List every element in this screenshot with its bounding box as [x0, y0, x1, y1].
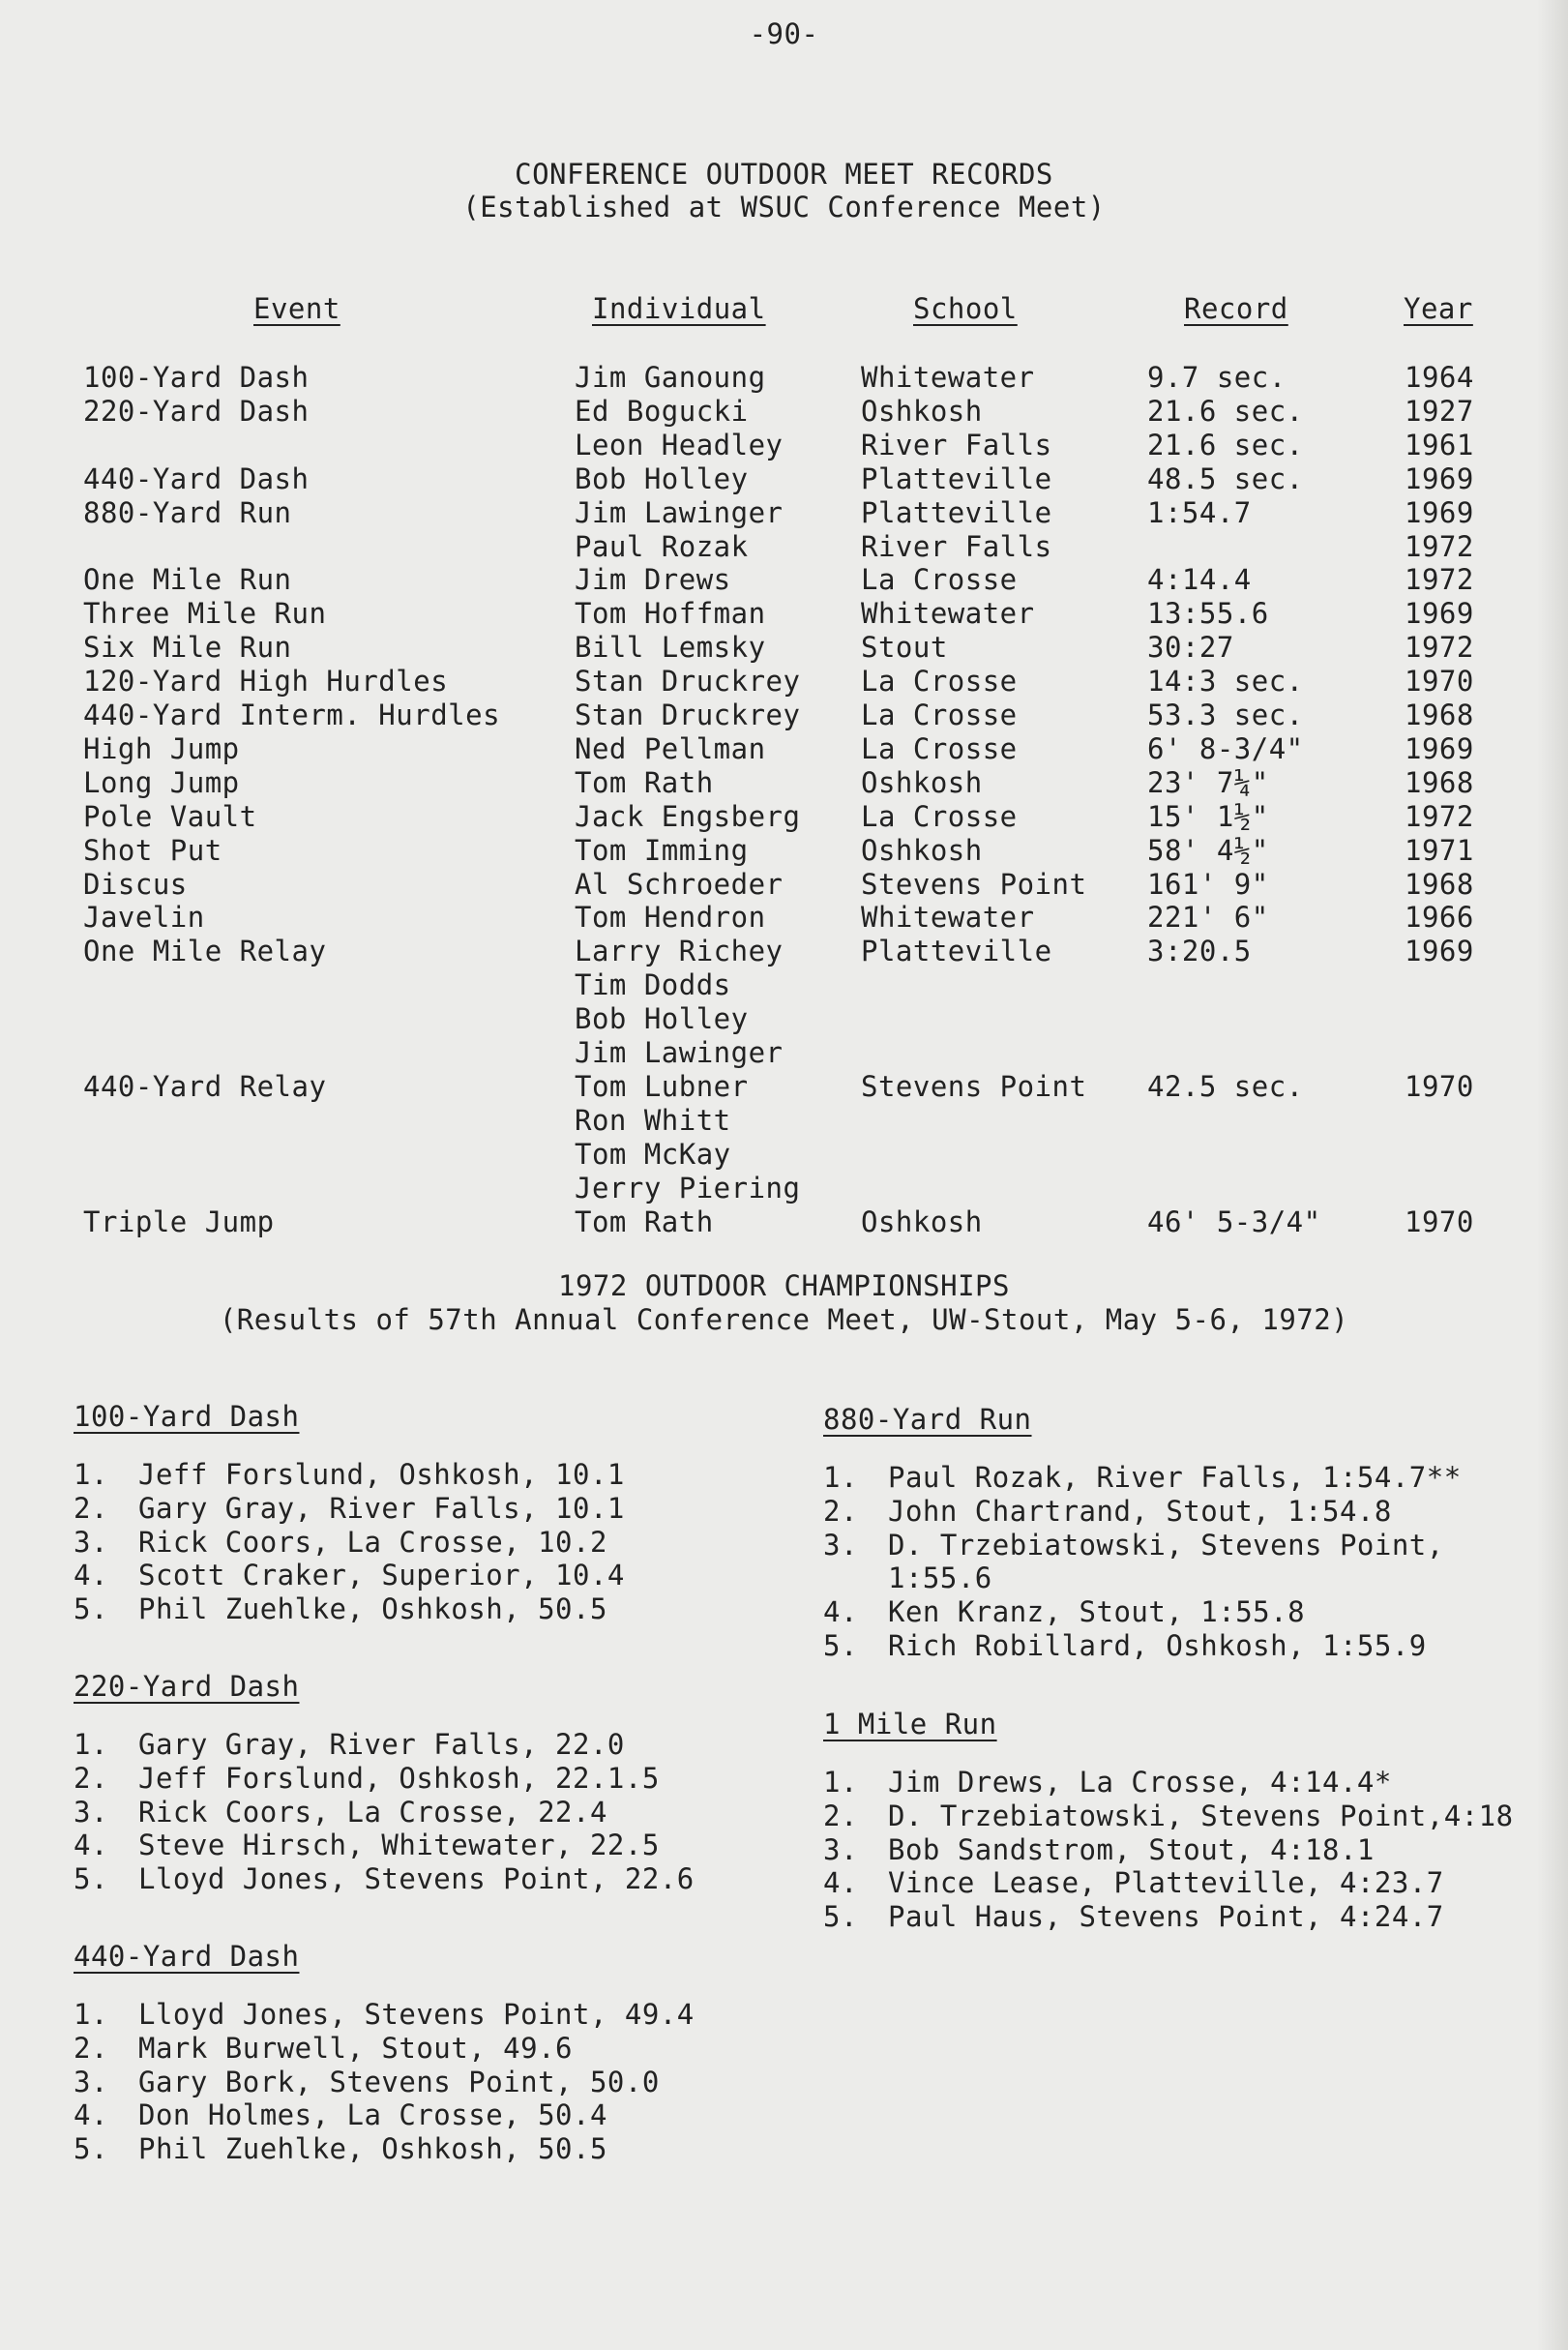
record-year: 1969 [1405, 495, 1474, 529]
place-number: 3. [823, 1832, 858, 1866]
place-number: 2. [74, 2031, 108, 2065]
place-number: 4. [74, 1559, 108, 1592]
record-event: Pole Vault [83, 799, 257, 833]
result-text: Jeff Forslund, Oshkosh, 22.1.5 [138, 1761, 660, 1795]
result-text: Lloyd Jones, Stevens Point, 22.6 [138, 1862, 695, 1896]
record-value: 30:27 [1147, 631, 1234, 665]
result-line [74, 1458, 625, 1492]
result-line [823, 1529, 1444, 1562]
record-school: Oshkosh [861, 394, 983, 428]
place-number: 4. [74, 1829, 108, 1862]
result-text: Paul Rozak, River Falls, 1:54.7** [888, 1461, 1462, 1494]
place-number: 3. [74, 2065, 108, 2098]
record-individual: Jim Ganoung [575, 361, 766, 394]
record-individual: Larry Richey [575, 935, 784, 968]
event-heading: 220-Yard Dash [74, 1670, 300, 1703]
header-individual: Individual [592, 292, 766, 325]
place-number: 4. [823, 1595, 858, 1629]
result-text: Gary Gray, River Falls, 22.0 [138, 1728, 625, 1761]
place-number: 3. [74, 1795, 108, 1829]
result-line [823, 1900, 1444, 1934]
record-year: 1970 [1405, 665, 1474, 699]
result-line [74, 1526, 607, 1560]
result-text: Lloyd Jones, Stevens Point, 49.4 [138, 1998, 695, 2031]
record-individual: Jerry Piering [575, 1171, 801, 1205]
result-text: Don Holmes, La Crosse, 50.4 [138, 2098, 607, 2132]
result-text: Gary Bork, Stevens Point, 50.0 [138, 2065, 660, 2098]
result-line [823, 1562, 992, 1595]
record-individual: Al Schroeder [575, 867, 784, 901]
result-text: Paul Haus, Stevens Point, 4:24.7 [888, 1900, 1444, 1934]
record-individual: Ron Whitt [575, 1103, 731, 1137]
place-number: 5. [74, 1592, 108, 1626]
record-individual: Tom McKay [575, 1137, 731, 1171]
record-year: 1969 [1405, 461, 1474, 495]
result-line [823, 1800, 1514, 1833]
records-subtitle: (Established at WSUC Conference Meet) [462, 191, 1106, 223]
record-individual: Jack Engsberg [575, 799, 801, 833]
record-individual: Ed Bogucki [575, 394, 749, 428]
record-year: 1970 [1405, 1069, 1474, 1103]
championships-title: 1972 OUTDOOR CHAMPIONSHIPS [558, 1269, 1010, 1302]
record-school: Whitewater [861, 597, 1035, 631]
record-event: High Jump [83, 731, 240, 765]
record-value: 221' 6" [1147, 901, 1269, 935]
record-individual: Jim Lawinger [575, 1036, 784, 1069]
record-value: 48.5 sec. [1147, 461, 1304, 495]
record-individual: Tom Hoffman [575, 597, 766, 631]
result-line [74, 1762, 660, 1796]
result-text: Jim Drews, La Crosse, 4:14.4* [888, 1766, 1392, 1799]
record-individual: Stan Druckrey [575, 699, 801, 731]
record-value: 53.3 sec. [1147, 699, 1304, 731]
result-text: Steve Hirsch, Whitewater, 22.5 [138, 1829, 660, 1862]
page-edge-shadow [1537, 0, 1568, 2350]
record-year: 1969 [1405, 935, 1474, 968]
result-line [823, 1461, 1462, 1495]
result-line [823, 1495, 1392, 1529]
result-line [74, 2098, 607, 2132]
result-line [823, 1595, 1305, 1629]
result-text: Vince Lease, Platteville, 4:23.7 [888, 1866, 1444, 1900]
record-value: 13:55.6 [1147, 597, 1269, 631]
result-line [74, 2132, 607, 2166]
result-line [74, 1492, 625, 1526]
result-text: Bob Sandstrom, Stout, 4:18.1 [888, 1832, 1375, 1866]
record-year: 1964 [1405, 361, 1474, 394]
header-event: Event [253, 292, 340, 325]
record-individual: Tom Rath [575, 765, 714, 799]
record-year: 1961 [1405, 428, 1474, 461]
record-value: 15' 1½" [1147, 799, 1269, 833]
result-line [74, 1559, 625, 1592]
record-school: La Crosse [861, 699, 1018, 731]
place-number: 2. [823, 1799, 858, 1832]
record-value: 3:20.5 [1147, 935, 1252, 968]
record-event: 880-Yard Run [83, 495, 292, 529]
record-individual: Ned Pellman [575, 731, 766, 765]
record-value: 21.6 sec. [1147, 428, 1304, 461]
result-text: Ken Kranz, Stout, 1:55.8 [888, 1595, 1306, 1629]
record-year: 1972 [1405, 631, 1474, 665]
result-line [823, 1629, 1427, 1663]
event-heading: 880-Yard Run [823, 1403, 1032, 1436]
record-event: Long Jump [83, 765, 240, 799]
record-value: 1:54.7 [1147, 495, 1252, 529]
record-event: 100-Yard Dash [83, 361, 310, 394]
record-school: Stevens Point [861, 1069, 1087, 1103]
record-school: Platteville [861, 495, 1052, 529]
place-number: 5. [74, 2132, 108, 2166]
record-individual: Paul Rozak [575, 529, 749, 563]
record-individual: Bob Holley [575, 1002, 749, 1036]
place-number: 1. [74, 1998, 108, 2031]
record-value: 9.7 sec. [1147, 361, 1287, 394]
place-number: 4. [823, 1866, 858, 1900]
result-line [74, 1998, 695, 2032]
result-line [823, 1766, 1392, 1800]
place-number: 4. [74, 2098, 108, 2132]
record-year: 1966 [1405, 901, 1474, 935]
record-school: Whitewater [861, 901, 1035, 935]
result-line [74, 2066, 660, 2099]
record-school: Whitewater [861, 361, 1035, 394]
record-event: 440-Yard Relay [83, 1069, 327, 1103]
record-event: 220-Yard Dash [83, 394, 310, 428]
record-school: Oshkosh [861, 1205, 983, 1238]
header-school: School [913, 292, 1018, 325]
record-value: 23' 7¼" [1147, 765, 1269, 799]
result-text: Rich Robillard, Oshkosh, 1:55.9 [888, 1629, 1427, 1662]
record-year: 1968 [1405, 765, 1474, 799]
record-school: Stout [861, 631, 948, 665]
record-value: 161' 9" [1147, 867, 1269, 901]
result-text: Jeff Forslund, Oshkosh, 10.1 [138, 1458, 625, 1491]
record-school: Platteville [861, 935, 1052, 968]
record-year: 1972 [1405, 529, 1474, 563]
result-text: John Chartrand, Stout, 1:54.8 [888, 1494, 1392, 1528]
result-text: Rick Coors, La Crosse, 22.4 [138, 1795, 607, 1829]
record-individual: Stan Druckrey [575, 665, 801, 699]
place-number: 2. [74, 1491, 108, 1525]
page-number: -90- [749, 17, 819, 50]
record-event: Six Mile Run [83, 631, 292, 665]
record-event: 440-Yard Interm. Hurdles [83, 699, 501, 731]
record-value: 46' 5-3/4" [1147, 1205, 1321, 1238]
event-heading: 1 Mile Run [823, 1708, 997, 1740]
record-school: La Crosse [861, 731, 1018, 765]
result-text: Rick Coors, La Crosse, 10.2 [138, 1525, 607, 1559]
record-school: Oshkosh [861, 765, 983, 799]
place-number: 2. [823, 1494, 858, 1528]
record-school: River Falls [861, 428, 1052, 461]
event-heading: 440-Yard Dash [74, 1940, 300, 1973]
record-year: 1927 [1405, 394, 1474, 428]
record-school: La Crosse [861, 799, 1018, 833]
record-value: 6' 8-3/4" [1147, 731, 1304, 765]
place-number: 5. [823, 1629, 858, 1662]
record-event: 120-Yard High Hurdles [83, 665, 449, 699]
record-event: Three Mile Run [83, 597, 327, 631]
record-individual: Jim Lawinger [575, 495, 784, 529]
record-individual: Bill Lemsky [575, 631, 766, 665]
record-event: One Mile Relay [83, 935, 327, 968]
record-school: Oshkosh [861, 833, 983, 867]
record-individual: Tom Lubner [575, 1069, 749, 1103]
record-year: 1968 [1405, 699, 1474, 731]
record-school: La Crosse [861, 665, 1018, 699]
result-line [74, 1829, 660, 1862]
place-number: 1. [823, 1766, 858, 1799]
result-line [74, 2032, 573, 2066]
result-line [74, 1862, 695, 1896]
result-line [74, 1796, 607, 1829]
place-number: 3. [74, 1525, 108, 1559]
place-number: 1. [74, 1458, 108, 1491]
record-individual: Tom Imming [575, 833, 749, 867]
record-year: 1972 [1405, 799, 1474, 833]
result-text: D. Trzebiatowski, Stevens Point, [888, 1528, 1444, 1562]
place-number: 2. [74, 1761, 108, 1795]
record-value: 14:3 sec. [1147, 665, 1304, 699]
record-individual: Tom Rath [575, 1205, 714, 1238]
place-number: 1. [74, 1728, 108, 1761]
header-record: Record [1184, 292, 1288, 325]
record-year: 1972 [1405, 563, 1474, 597]
record-value: 58' 4½" [1147, 833, 1269, 867]
result-line [823, 1833, 1375, 1867]
record-value: 4:14.4 [1147, 563, 1252, 597]
record-event: Javelin [83, 901, 205, 935]
record-individual: Bob Holley [575, 461, 749, 495]
record-school: La Crosse [861, 563, 1018, 597]
record-school: Stevens Point [861, 867, 1087, 901]
result-text: Gary Gray, River Falls, 10.1 [138, 1491, 625, 1525]
record-school: Platteville [861, 461, 1052, 495]
place-number: 1. [823, 1461, 858, 1494]
record-event: Shot Put [83, 833, 222, 867]
result-text: Phil Zuehlke, Oshkosh, 50.5 [138, 2132, 607, 2166]
place-number: 3. [823, 1528, 858, 1562]
records-title: CONFERENCE OUTDOOR MEET RECORDS [515, 158, 1053, 191]
record-year: 1969 [1405, 597, 1474, 631]
header-year: Year [1404, 292, 1473, 325]
record-value: 42.5 sec. [1147, 1069, 1304, 1103]
result-text: Phil Zuehlke, Oshkosh, 50.5 [138, 1592, 607, 1626]
result-line [823, 1866, 1444, 1900]
record-year: 1968 [1405, 867, 1474, 901]
record-event: One Mile Run [83, 563, 292, 597]
record-individual: Jim Drews [575, 563, 731, 597]
record-year: 1969 [1405, 731, 1474, 765]
place-number: 5. [74, 1862, 108, 1896]
record-event: Triple Jump [83, 1205, 275, 1238]
result-line [74, 1592, 607, 1626]
result-text: Mark Burwell, Stout, 49.6 [138, 2031, 573, 2065]
result-text: 1:55.6 [888, 1562, 992, 1595]
result-line [74, 1728, 625, 1762]
record-individual: Tim Dodds [575, 968, 731, 1002]
result-text: D. Trzebiatowski, Stevens Point,4:18 [888, 1799, 1514, 1832]
championships-subtitle: (Results of 57th Annual Conference Meet, UW-Stout, May 5-6, 1972) [219, 1303, 1349, 1336]
place-number: 5. [823, 1900, 858, 1934]
record-event: Discus [83, 867, 188, 901]
record-school: River Falls [861, 529, 1052, 563]
record-year: 1971 [1405, 833, 1474, 867]
result-text: Scott Craker, Superior, 10.4 [138, 1559, 625, 1592]
record-year: 1970 [1405, 1205, 1474, 1238]
record-individual: Tom Hendron [575, 901, 766, 935]
record-value: 21.6 sec. [1147, 394, 1304, 428]
record-individual: Leon Headley [575, 428, 784, 461]
event-heading: 100-Yard Dash [74, 1400, 300, 1433]
record-event: 440-Yard Dash [83, 461, 310, 495]
